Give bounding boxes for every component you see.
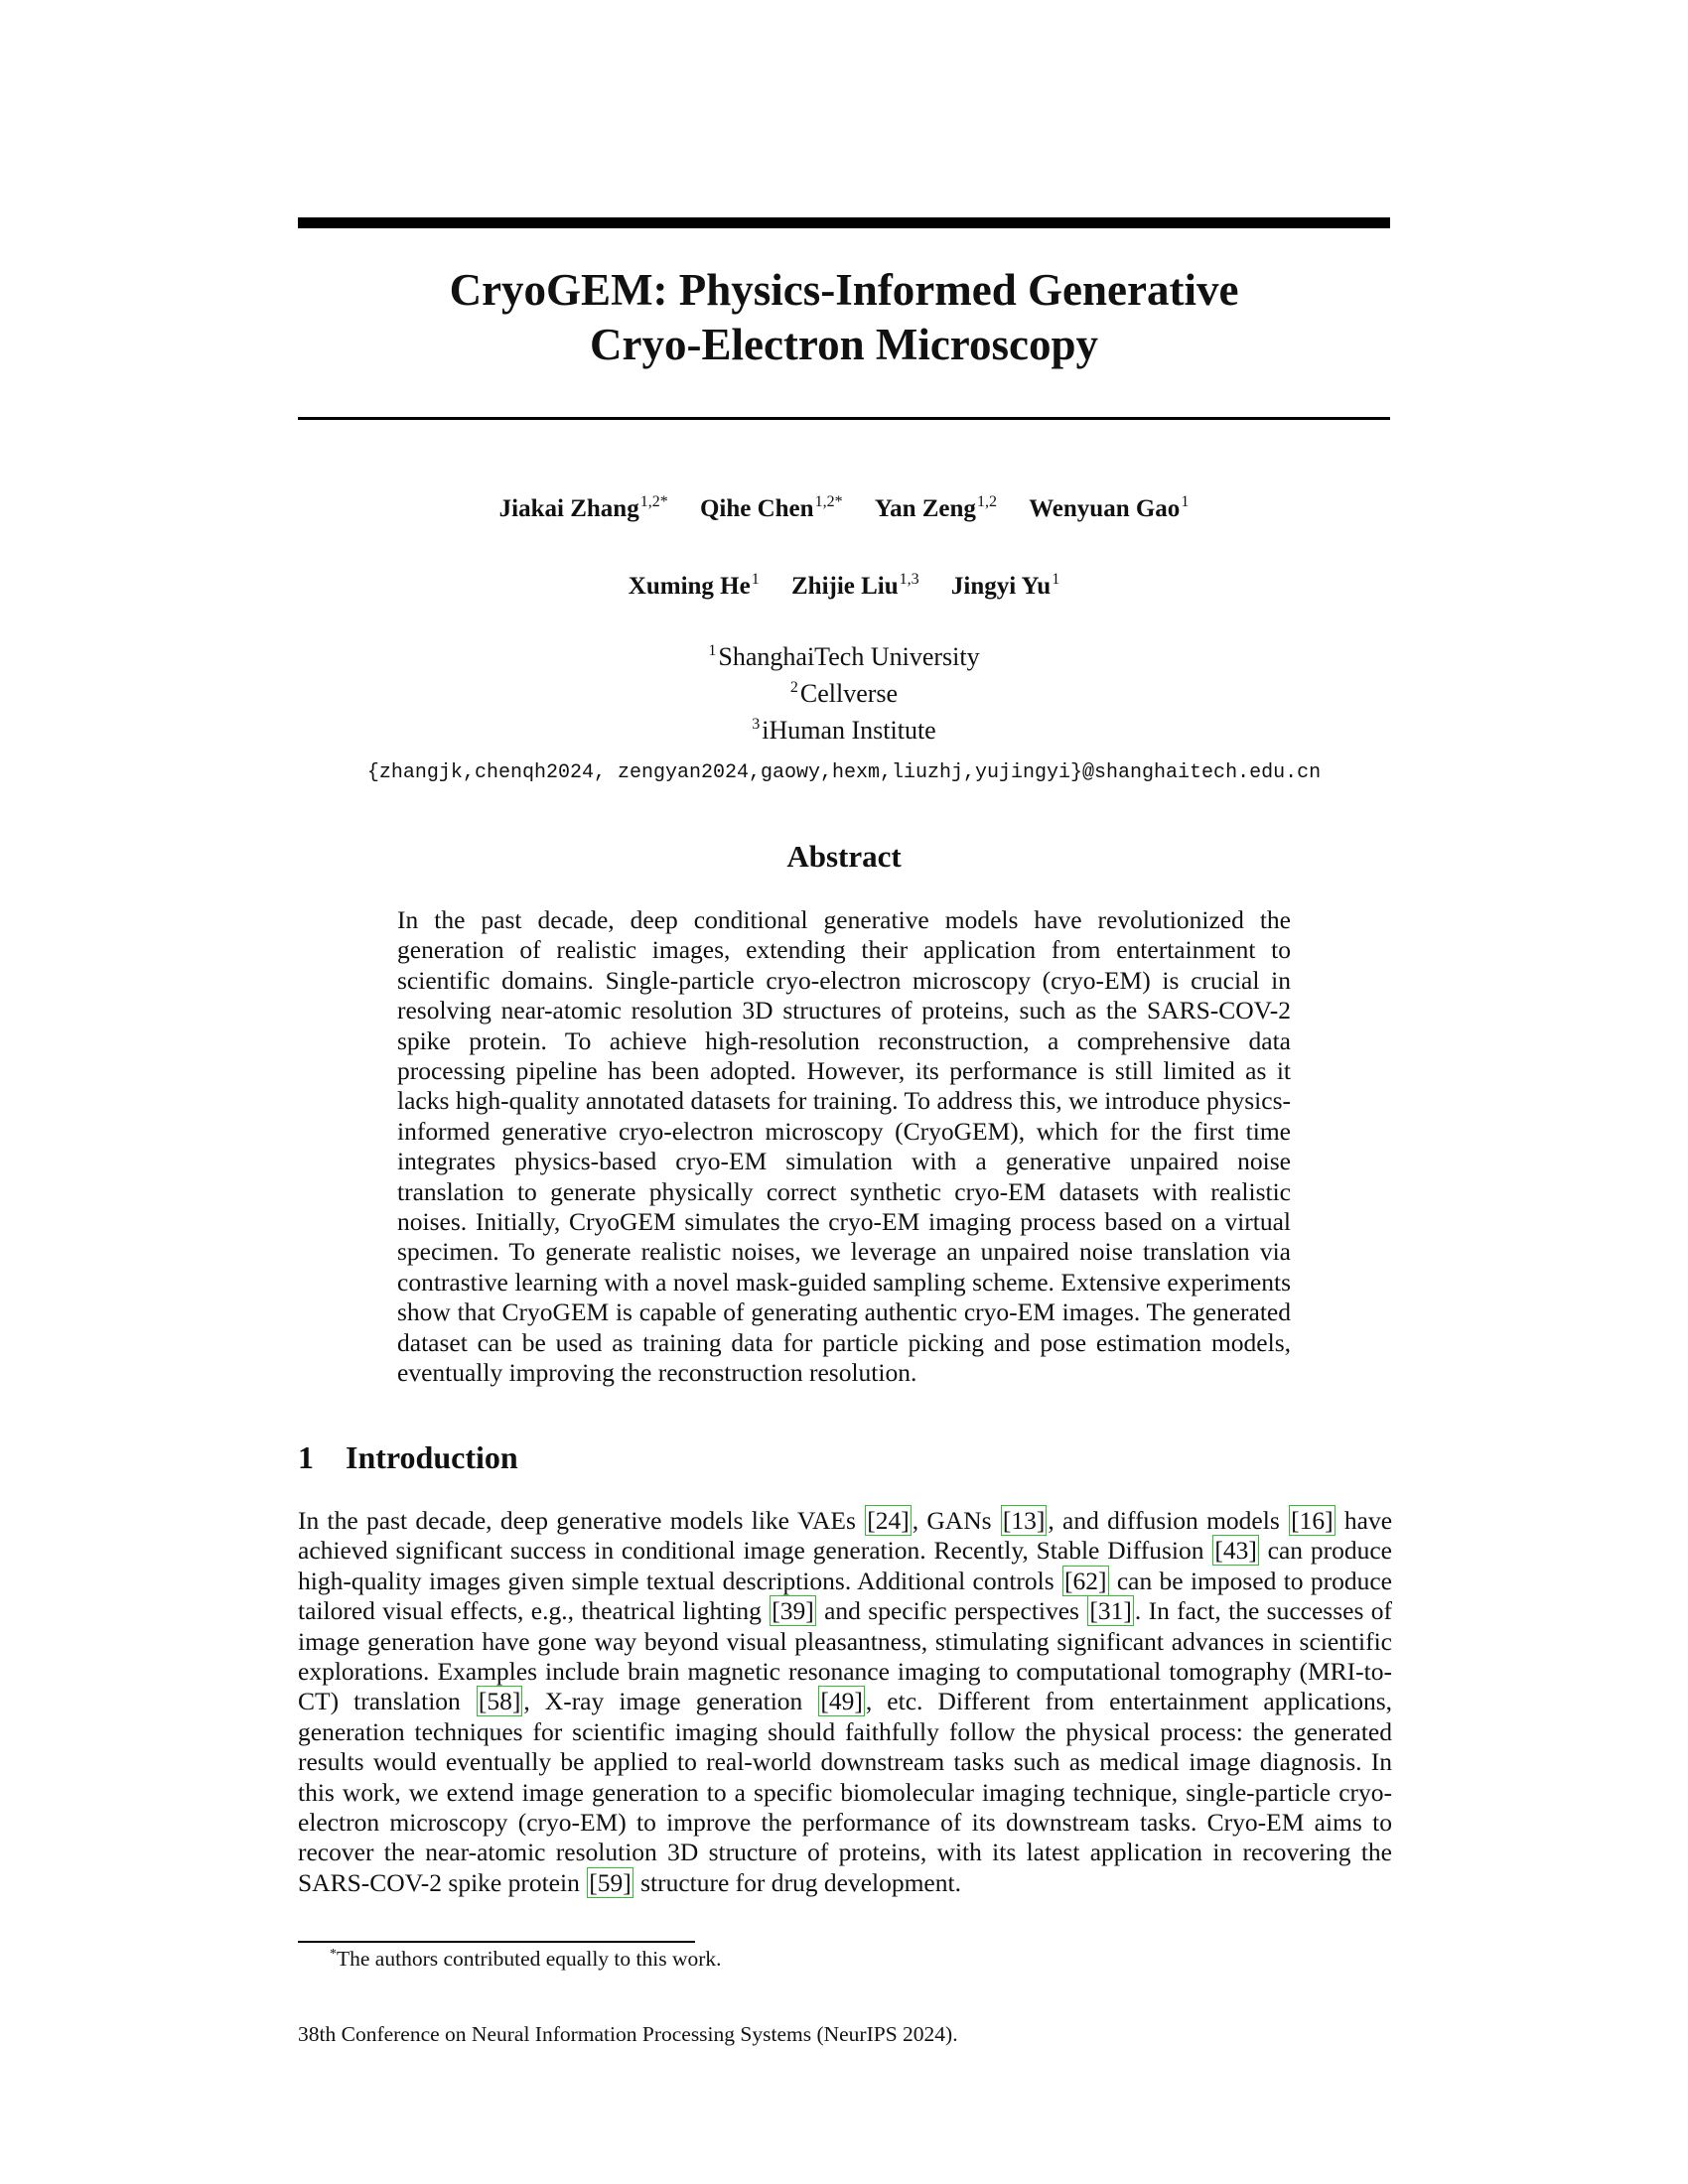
section-title: Introduction — [346, 1439, 518, 1475]
citation-link[interactable]: [39] — [772, 1596, 814, 1626]
citation-link[interactable]: [62] — [1064, 1566, 1107, 1595]
author: Jiakai Zhang$^{1,2*}$ — [498, 493, 668, 522]
author: Jingyi Yu$^1$ — [950, 571, 1060, 600]
title-bottom-rule — [298, 417, 1390, 420]
citation-link[interactable]: [24] — [867, 1506, 910, 1535]
section-heading — [298, 1439, 518, 1476]
author: Zhijie Liu$^{1,3}$ — [790, 571, 919, 600]
paper-title — [298, 263, 1390, 372]
citation-link[interactable]: [13] — [1002, 1506, 1046, 1535]
section-number: 1 — [298, 1439, 314, 1475]
author-emails: {zhangjk,chenqh2024, zengyan2024,gaowy,hexm,liuzhj,yujingyi}@shanghaitech.edu.cn — [366, 761, 1322, 784]
author: Qihe Chen$^{1,2*}$ — [699, 493, 843, 522]
author: Xuming He$^1$ — [628, 571, 760, 600]
title-top-rule — [298, 217, 1390, 228]
title-line-2: Cryo-Electron Microscopy — [590, 320, 1098, 369]
abstract-body — [397, 905, 1291, 1389]
citation-link[interactable]: [16] — [1291, 1506, 1334, 1535]
citation-link[interactable]: [43] — [1214, 1536, 1257, 1566]
footnote-mark: * — [330, 1947, 337, 1962]
citation-link[interactable]: [31] — [1089, 1596, 1132, 1626]
footnote — [330, 1947, 722, 1972]
footnote-text: The authors contributed equally to this work. — [337, 1947, 722, 1971]
affiliations — [298, 635, 1390, 746]
citation-link[interactable]: [59] — [589, 1867, 632, 1897]
introduction-paragraph: In the past decade, deep generative models like VAEs [24] , GANs [13] , and diffusion models [16] have achieved significant success in conditional image generation. Recently, Stable Diffusion [43] can produce high-quality images given simple textual descriptions. Additional controls [62] can be imposed to produce tailored visual effects, e.g., theatrical lighting [39] and specific perspectives [31] . In fact, the successes of image generation have gone way beyond visual pleasantness, stimulating significant advances in scientific explorations. Examples include brain magnetic resonance imaging to computational tomography (MRI-to-CT) translation [58] , X-ray image generation [49] , etc. Different from entertainment applications, generation techniques for scientific imaging should faithfully follow the physical process: the generated results would eventually be applied to real-world downstream tasks such as medical image diagnosis. In this work, we extend image generation to a specific biomolecular imaging technique, single-particle cryo-electron microscopy (cryo-EM) to improve the performance of its downstream tasks. Cryo-EM aims to recover the near-atomic resolution 3D structure of proteins, with its latest application in recovering the SARS-COV-2 spike protein [59] structure for drug development. — [298, 1506, 1393, 1897]
author: Wenyuan Gao$^1$ — [1029, 493, 1190, 522]
footnote-divider — [298, 1941, 695, 1943]
abstract-heading: Abstract — [786, 839, 902, 874]
citation-link[interactable]: [49] — [820, 1687, 863, 1716]
author: Yan Zeng$^{1,2}$ — [874, 493, 997, 522]
author-row-1 — [298, 493, 1390, 523]
abstract-paragraph: In the past decade, deep conditional generative models have revolutionized the generation of realistic images, extending their application from entertainment to scientific domains. Single-particle cryo-electron microscopy (cryo-EM) is crucial in resolving near-atomic resolution 3D structures of proteins, such as the SARS-COV-2 spike protein. To achieve high-resolution reconstruction, a comprehensive data processing pipeline has been adopted. However, its performance is still limited as it lacks high-quality annotated datasets for training. To address this, we introduce physics-informed generative cryo-electron microscopy (CryoGEM), which for the first time integrates physics-based cryo-EM simulation with a generative unpaired noise translation to generate physically correct synthetic cryo-EM datasets with realistic noises. Initially, CryoGEM simulates the cryo-EM imaging process based on a virtual specimen. To generate realistic noises, we leverage an unpaired noise translation via contrastive learning with a novel mask-guided sampling scheme. Extensive experiments show that CryoGEM is capable of generating authentic cryo-EM images. The generated dataset can be used as training data for particle picking and pose estimation models, eventually improving the reconstruction resolution. — [397, 905, 1291, 1388]
affiliation: $^2$Cellverse — [789, 679, 899, 708]
affiliation: $^1$ShanghaiTech University — [708, 642, 980, 671]
venue-note: 38th Conference on Neural Information Processing Systems (NeurIPS 2024). — [298, 2022, 958, 2046]
affiliation: $^3$iHuman Institute — [752, 716, 936, 745]
author-row-2 — [298, 571, 1390, 601]
citation-link[interactable]: [58] — [478, 1687, 521, 1716]
introduction-body — [298, 1506, 1392, 1898]
title-line-1: CryoGEM: Physics-Informed Generative — [449, 265, 1239, 315]
